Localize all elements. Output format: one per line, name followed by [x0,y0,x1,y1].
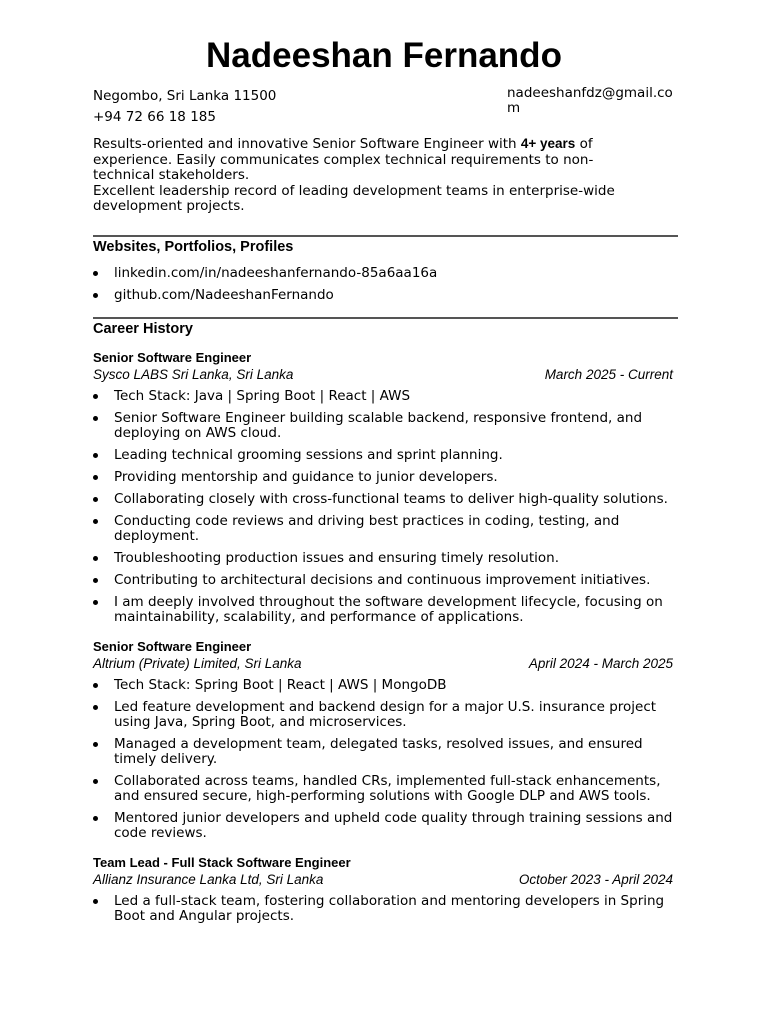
websites-list [93,266,678,303]
job-entry [93,855,678,924]
job-title: Team Lead - Full Stack Software Engineer [93,854,351,870]
job-bullet: Leading technical grooming sessions and sprint planning. [93,448,679,463]
job-title: Senior Software Engineer [93,638,252,654]
summary-paragraph-2: Excellent leadership record of leading development teams in enterprise-wide development projects. [93,182,615,214]
job-entry [93,639,678,841]
summary-paragraph-1 [93,136,653,184]
phone: +94 72 66 18 185 [93,109,216,125]
section-title-career: Career History [93,320,193,337]
job-meta [93,871,678,888]
job-company: Sysco LABS Sri Lanka, Sri Lanka [93,366,294,382]
candidate-name: Nadeeshan Fernando [206,36,562,75]
profile-link[interactable]: github.com/NadeeshanFernando [93,288,679,303]
job-bullet: Contributing to architectural decisions and continuous improvement initiatives. [93,573,679,588]
summary-text: Results-oriented and innovative Senior Software Engineer with [93,136,521,152]
job-meta [93,655,678,672]
address: Negombo, Sri Lanka 11500 [93,88,277,104]
job-bullet: Mentored junior developers and upheld code quality through training sessions and code reviews. [93,811,679,841]
resume-page [93,0,678,931]
job-dates: October 2023 - April 2024 [518,871,673,887]
job-bullet: Tech Stack: Spring Boot | React | AWS | MongoDB [93,678,679,693]
profile-link[interactable]: linkedin.com/in/nadeeshanfernando-85a6aa16a [93,266,679,281]
email: nadeeshanfdz@gmail.com [507,85,673,116]
job-bullet: Conducting code reviews and driving best practices in coding, testing, and deployment. [93,514,679,544]
job-bullets [93,678,678,841]
contact-block [93,86,678,134]
job-meta [93,366,678,383]
job-company: Allianz Insurance Lanka Ltd, Sri Lanka [93,871,324,887]
job-bullet: Tech Stack: Java | Spring Boot | React | AWS [93,389,679,404]
job-bullet: Senior Software Engineer building scalable backend, responsive frontend, and deploying on AWS cloud. [93,411,679,441]
job-bullet: Led feature development and backend design for a major U.S. insurance project using Java, Spring Boot, and microservices. [93,700,679,730]
summary-years: 4+ years [520,136,576,151]
job-bullets [93,894,678,924]
job-bullet: Led a full-stack team, fostering collaboration and mentoring developers in Spring Boot and Angular projects. [93,894,679,924]
summary [93,136,653,215]
job-entry [93,350,678,625]
job-bullets [93,389,678,625]
job-dates: March 2025 - Current [544,366,673,382]
career-history [93,350,678,924]
job-bullet: Collaborating closely with cross-functional teams to deliver high-quality solutions. [93,492,679,507]
job-company: Altrium (Private) Limited, Sri Lanka [93,655,302,671]
job-bullet: Collaborated across teams, handled CRs, implemented full-stack enhancements, and ensured secure, high-performing solutions with Google DLP and AWS tools. [93,774,679,804]
section-title-websites: Websites, Portfolios, Profiles [93,238,294,255]
job-bullet: Providing mentorship and guidance to junior developers. [93,470,679,485]
job-bullet: Managed a development team, delegated tasks, resolved issues, and ensured timely delivery. [93,737,679,767]
job-bullet: Troubleshooting production issues and ensuring timely resolution. [93,551,679,566]
job-title: Senior Software Engineer [93,349,252,365]
contact-left [93,86,433,128]
job-bullet: I am deeply involved throughout the software development lifecycle, focusing on maintainability, scalability, and performance of applications. [93,595,679,625]
job-dates: April 2024 - March 2025 [528,655,673,671]
summary-text-rest: of experience. Easily communicates complex technical requirements to non-technical stakeholders. [93,136,594,183]
